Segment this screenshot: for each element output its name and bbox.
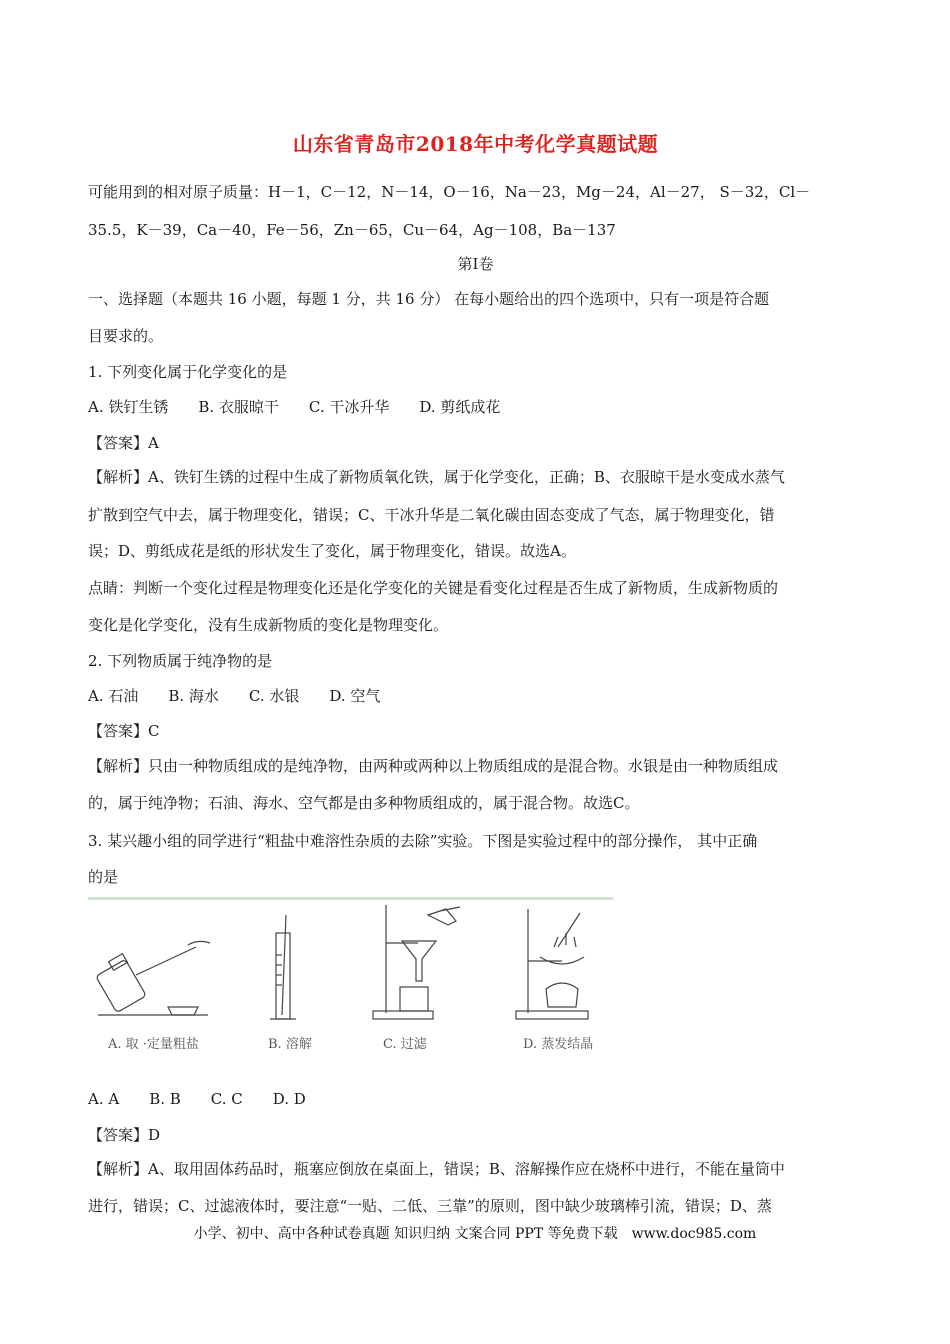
figure-top-rule: [88, 897, 613, 900]
q1-analysis-2: 扩散到空气中去，属于物理变化，错误；C、干冰升华是二氧化碳由固态变成了气态，属于物理变化，错: [88, 506, 775, 524]
atomic-mass-line-1: 可能用到的相对原子质量：H－1，C－12，N－14，O－16，Na－23，Mg－24，Al－27， S－32，Cl－: [88, 183, 811, 201]
q1-answer: 【答案】A: [88, 434, 159, 452]
q1-options: A. 铁钉生锈 B. 衣服晾干 C. 干冰升华 D. 剪纸成花: [88, 398, 501, 416]
figure-caption-b: B. 溶解: [268, 1037, 312, 1052]
evaporation-stand-illustration: [516, 909, 588, 1019]
section-intro-1: 一、选择题（本题共 16 小题，每题 1 分，共 16 分） 在每小题给出的四个选项中，只有一项是符合题: [88, 290, 770, 308]
atomic-mass-line-2: 35.5，K－39，Ca－40，Fe－56，Zn－65，Cu－64，Ag－108，Ba－137: [88, 221, 616, 239]
q2-analysis-1: 【解析】只由一种物质组成的是纯净物，由两种或两种以上物质组成的是混合物。水银是由一种物质组成: [88, 757, 779, 775]
page-title: 山东省青岛市2018年中考化学真题试题: [292, 132, 659, 156]
q2-stem: 2. 下列物质属于纯净物的是: [88, 652, 273, 670]
q2-analysis-2: 的，属于纯净物；石油、海水、空气都是由多种物质组成的，属于混合物。故选C。: [88, 794, 640, 812]
q1-analysis-3: 误；D、剪纸成花是纸的形状发生了变化，属于物理变化，错误。故选A。: [88, 542, 576, 560]
volume-heading: 第Ⅰ卷: [457, 255, 494, 273]
q1-tip-1: 点睛：判断一个变化过程是物理变化还是化学变化的关键是看变化过程是否生成了新物质，生成新物质的: [88, 579, 779, 597]
q3-options: A. A B. B C. C D. D: [88, 1090, 306, 1108]
reagent-bottle-illustration: [96, 941, 210, 1015]
q1-tip-2: 变化是化学变化，没有生成新物质的变化是物理变化。: [88, 616, 449, 634]
q3-analysis-2: 进行，错误；C、过滤液体时，要注意“一贴、二低、三靠”的原则，图中缺少玻璃棒引流，错误；D、蒸: [88, 1197, 772, 1215]
section-intro-2: 目要求的。: [88, 327, 164, 345]
filtration-stand-illustration: [373, 905, 460, 1019]
q3-answer: 【答案】D: [88, 1126, 161, 1144]
q3-analysis-1: 【解析】A、取用固体药品时，瓶塞应倒放在桌面上，错误；B、溶解操作应在烧杯中进行，不能在量筒中: [88, 1160, 785, 1178]
q3-stem-1: 3. 某兴趣小组的同学进行“粗盐中难溶性杂质的去除”实验。下图是实验过程中的部分操作， 其中正确: [88, 832, 758, 850]
page-footer: 小学、初中、高中各种试卷真题 知识归纳 文案合同 PPT 等免费下载 www.doc985.com: [193, 1226, 757, 1242]
q1-stem: 1. 下列变化属于化学变化的是: [88, 363, 288, 381]
figure-caption-a: A. 取 ·定量粗盐: [108, 1037, 199, 1052]
experiment-illustrations: [88, 905, 613, 1030]
measuring-cylinder-illustration: [270, 915, 296, 1019]
q1-analysis-1: 【解析】A、铁钉生锈的过程中生成了新物质氧化铁，属于化学变化，正确；B、衣服晾干是水变成水蒸气: [88, 468, 785, 486]
figure-caption-d: D. 蒸发结晶: [523, 1037, 594, 1052]
q2-answer: 【答案】C: [88, 722, 160, 740]
q2-options: A. 石油 B. 海水 C. 水银 D. 空气: [88, 687, 381, 705]
figure-caption-c: C. 过滤: [383, 1037, 427, 1052]
q3-stem-2: 的是: [88, 868, 119, 886]
